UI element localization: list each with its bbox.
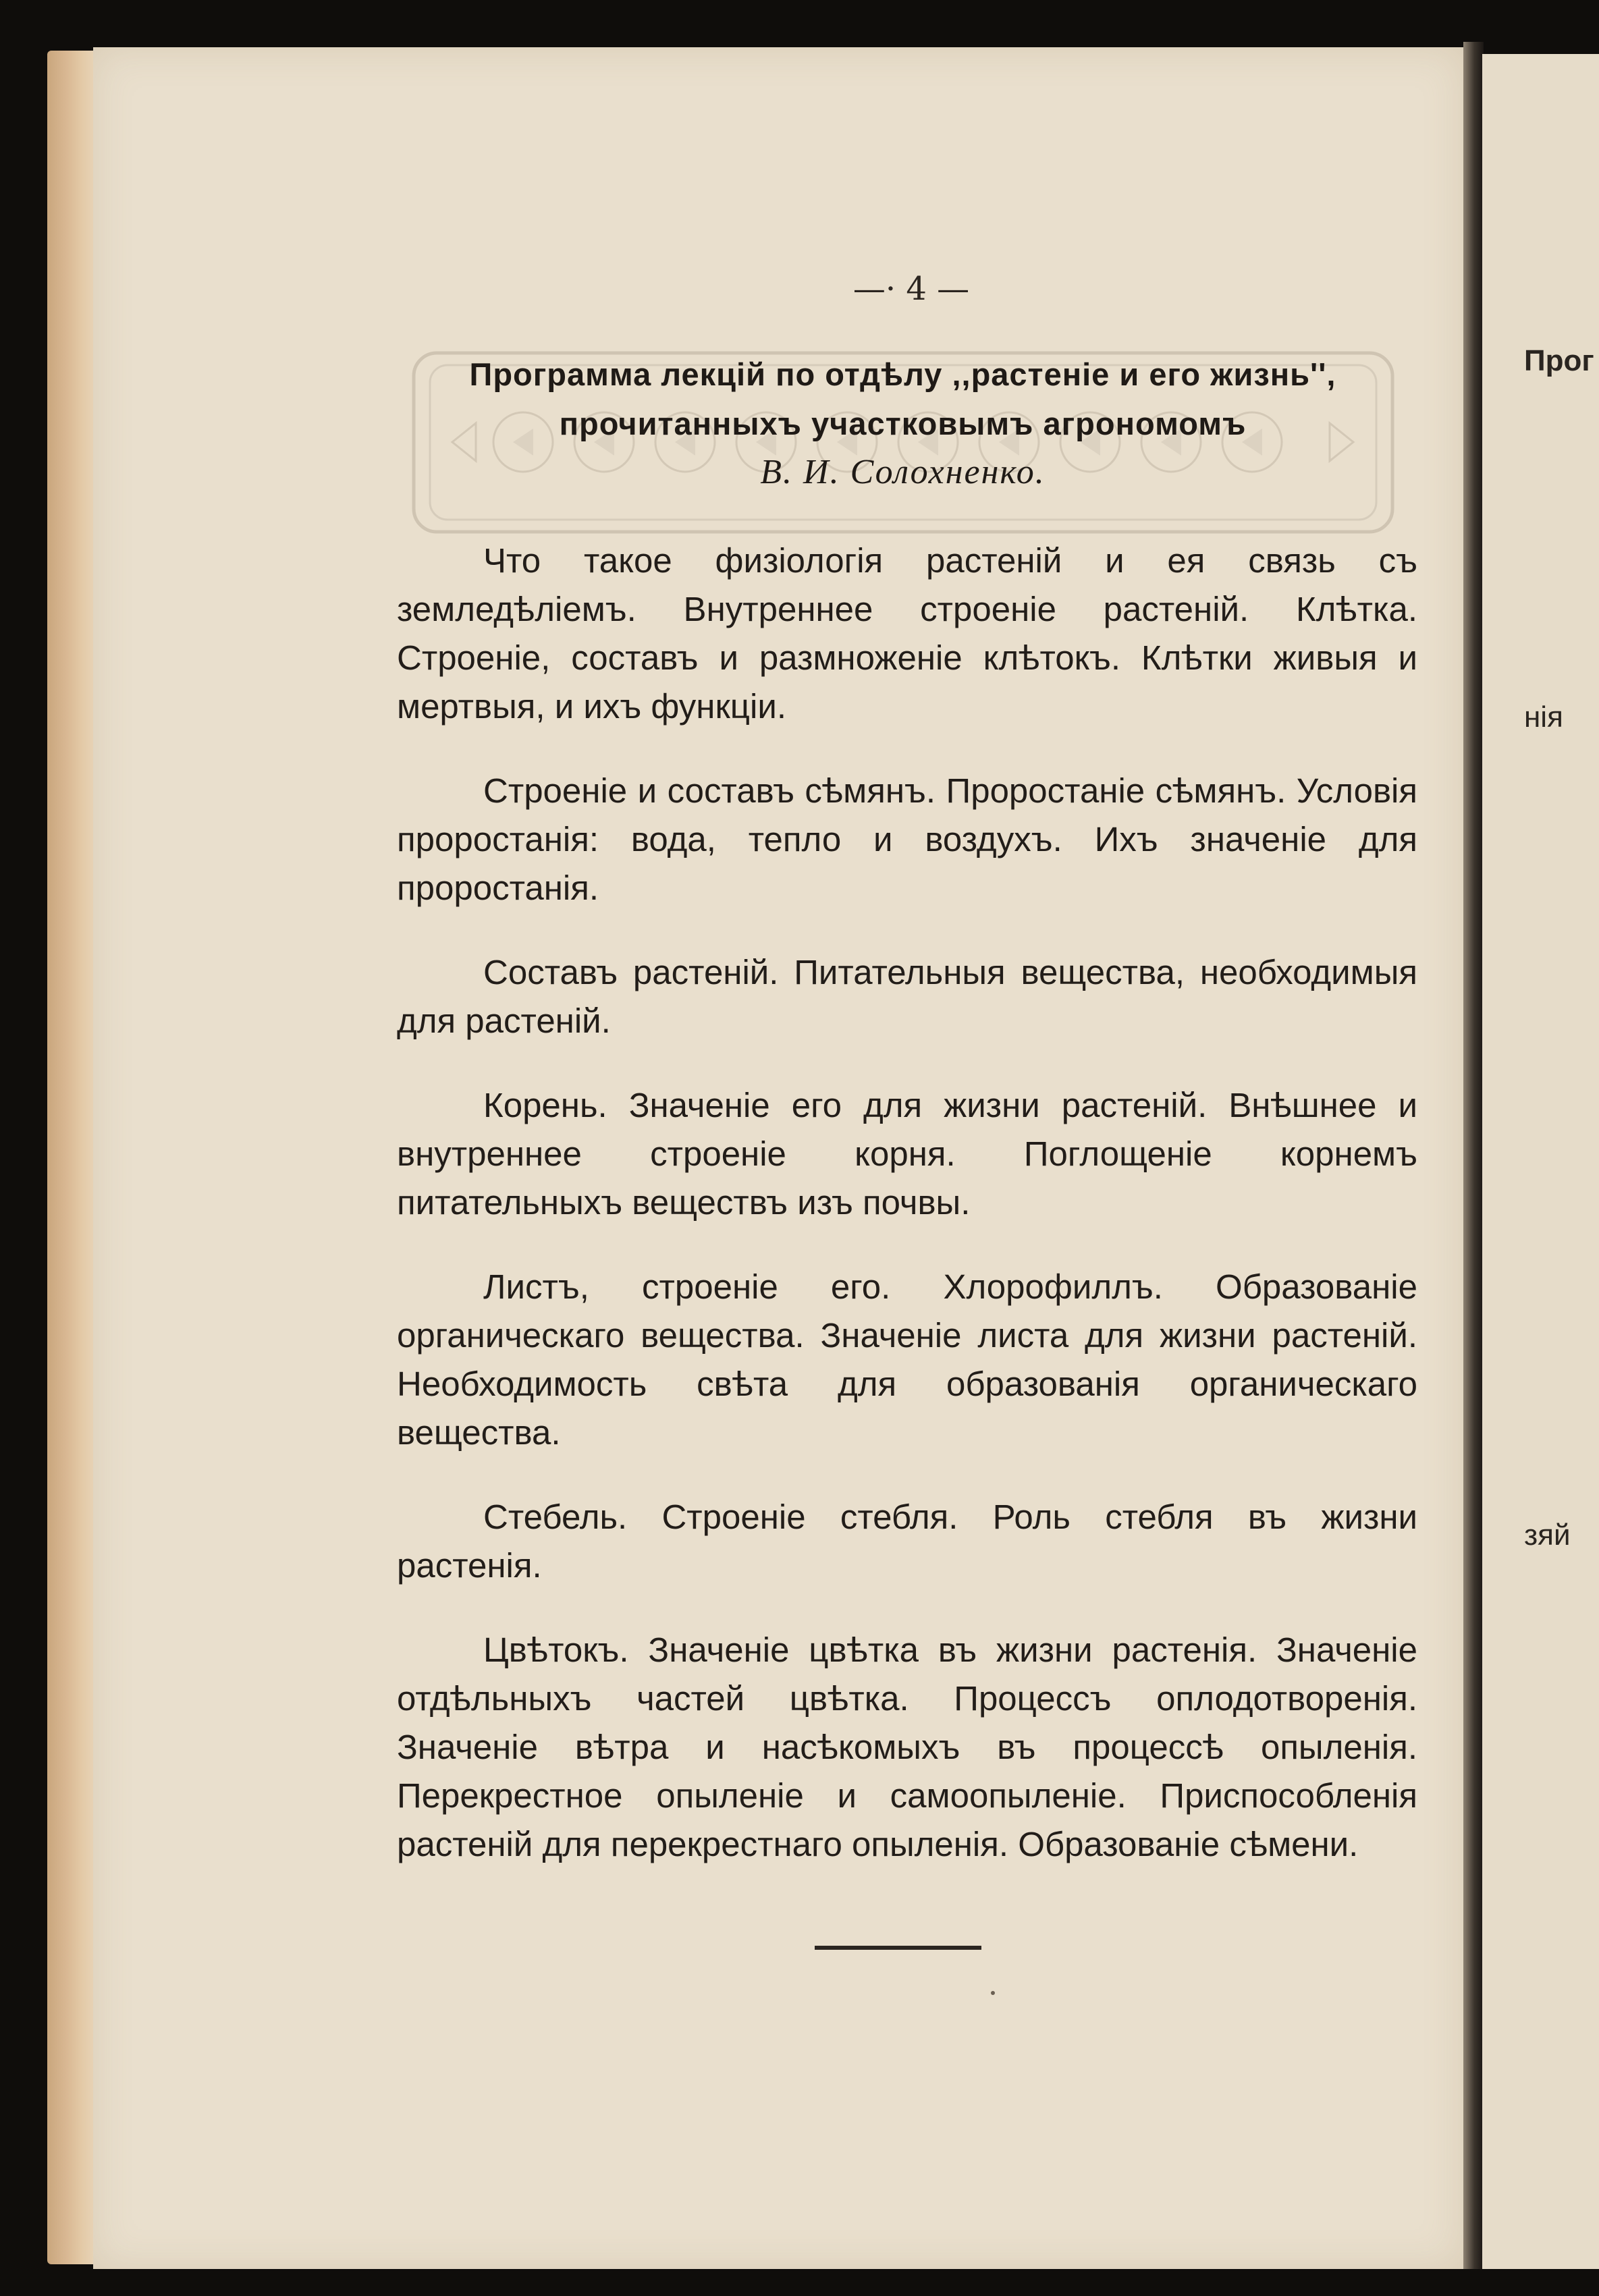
page-stack-edge <box>47 51 96 2264</box>
paragraph: Что такое физіологія растеній и ея связь съ земледѣліемъ. Внутреннее строеніе растеній. Клѣтка. Строеніе, составъ и размноженіе клѣтокъ. Клѣтки живыя и мертвыя, и ихъ функціи. <box>397 541 1417 726</box>
heading-block <box>395 341 1411 547</box>
lecture-program-text <box>397 537 1417 1905</box>
paragraph: Листъ, строеніе его. Хлорофиллъ. Образованіе органическаго вещества. Значеніе листа для жизни растеній. Необходимость свѣта для образованія органическаго вещества. <box>397 1267 1417 1452</box>
heading-title: Программа лекцій по отдѣлу ,,растеніе и его жизнь'', <box>469 356 1336 392</box>
facing-page-fragment: зяй <box>1524 1519 1571 1552</box>
heading-subtitle: прочитанныхъ участковымъ агрономомъ <box>559 406 1247 441</box>
book-gutter <box>1463 42 1484 2269</box>
facing-page <box>1482 54 1599 2269</box>
paragraph: Составъ растеній. Питательныя вещества, необходимыя для растеній. <box>397 953 1417 1040</box>
paragraph: Корень. Значеніе его для жизни растеній. Внѣшнее и внутреннее строеніе корня. Поглощеніе корнемъ питательныхъ веществъ изъ почвы. <box>397 1086 1417 1222</box>
paper-speck <box>991 1991 995 1995</box>
page-number: —· 4 — <box>852 270 970 308</box>
paragraph: Стебель. Строеніе стебля. Роль стебля въ жизни растенія. <box>397 1498 1417 1585</box>
closing-rule <box>815 1946 981 1950</box>
paragraph: Строеніе и составъ сѣмянъ. Проростаніе сѣмянъ. Условія проростанія: вода, тепло и воздухъ. Ихъ значеніе для проростанія. <box>397 771 1417 907</box>
heading-author: В. И. Солохненко. <box>760 453 1046 491</box>
facing-page-fragment: нія <box>1524 701 1563 734</box>
paragraph: Цвѣтокъ. Значеніе цвѣтка въ жизни растенія. Значеніе отдѣльныхъ частей цвѣтка. Процессъ оплодотворенія. Значеніе вѣтра и насѣкомыхъ въ процессѣ опыленія. Перекрестное опыленіе и самоопыленіе. Приспособленія растеній для перекрестнаго опыленія. Образованіе сѣмени. <box>397 1631 1417 1863</box>
facing-page-fragment: Прог <box>1524 344 1594 377</box>
